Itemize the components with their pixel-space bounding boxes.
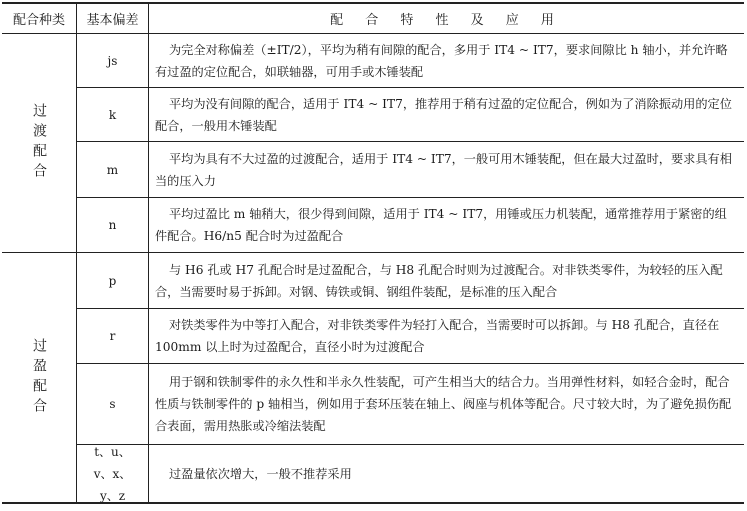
header-characteristics: 配 合 特 性 及 应 用: [330, 12, 563, 28]
deviation-cell: p: [108, 273, 117, 288]
deviation-cell: t、u、v、x、y、z: [93, 444, 132, 503]
group-label: 过渡配合: [31, 103, 47, 183]
deviation-cell: m: [106, 162, 119, 177]
description-cell: 过盈量依次增大，一般不推荐采用: [169, 466, 352, 481]
description-cell: 与 H6 孔或 H7 孔配合时是过盈配合，与 H8 孔配合时则为过渡配合。对非铁类零件，为较轻的压入配合，当需要时易于拆卸。对钢、铸铁或铜、钢组件装配，是标准的压入配合: [155, 262, 723, 299]
group-label: 过盈配合: [31, 337, 47, 418]
fit-characteristics-table: [2, 2, 744, 504]
description-cell: 用于钢和铁制零件的永久性和半永久性装配，可产生相当大的结合力。当用弹性材料，如轻合金时，配合性质与铁制零件的 p 轴相当，例如用于套环压装在轴上、阀座与机体等配合。尺寸较大时，为了避免损伤配合表面，需用热胀或冷缩法装配: [155, 375, 732, 433]
deviation-cell: r: [109, 329, 116, 343]
description-cell: 平均过盈比 m 轴稍大，很少得到间隙，适用于 IT4 ~ IT7，用锤或压力机装配，通常推荐用于紧密的组件配合。H6/n5 配合时为过盈配合: [155, 207, 727, 243]
description-cell: 为完全对称偏差（±IT/2），平均为稍有间隙的配合，多用于 IT4 ~ IT7，要求间隙比 h 轴小，并允许略有过盈的定位配合，如联轴器，可用手或木锤装配: [155, 42, 728, 79]
deviation-cell: n: [108, 218, 117, 232]
deviation-cell: js: [107, 53, 118, 68]
deviation-cell: s: [109, 397, 116, 411]
deviation-cell: k: [108, 107, 117, 122]
header-fit-type: 配合种类: [12, 12, 65, 28]
description-cell: 平均为没有间隙的配合，适用于 IT4 ~ IT7，推荐用于稍有过盈的定位配合，例如为了消除振动用的定位配合，一般用木锤装配: [155, 96, 732, 133]
description-cell: 平均为具有不大过盈的过渡配合，适用于 IT4 ~ IT7，一般可用木锤装配，但在最大过盈时，要求具有相当的压入力: [155, 151, 732, 188]
group-interference-fit: [2, 253, 76, 502]
group-transition-fit: [2, 34, 76, 252]
header-basic-deviation: 基本偏差: [86, 12, 139, 28]
description-cell: 对铁类零件为中等打入配合，对非铁类零件为轻打入配合，当需要时可以拆卸。与 H8 孔配合，直径在 100mm 以上时为过盈配合，直径小时为过渡配合: [155, 318, 720, 354]
